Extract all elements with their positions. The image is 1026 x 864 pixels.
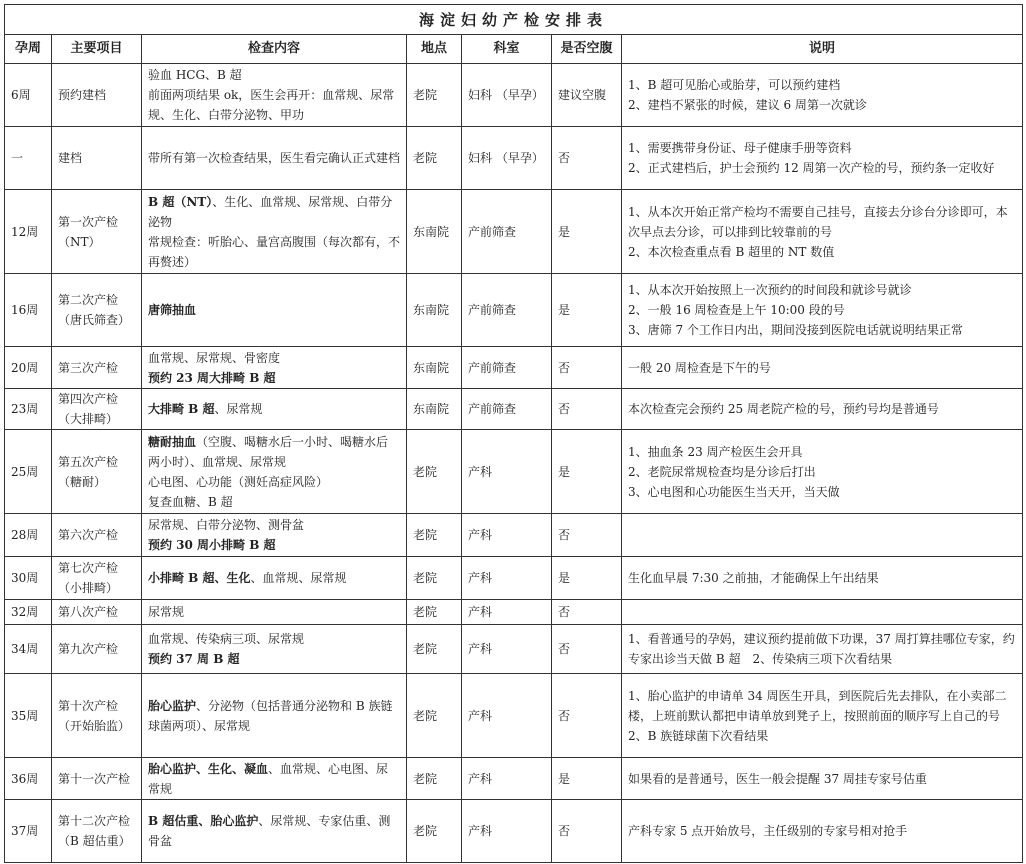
notes-cell [622,190,1023,274]
fasting-cell: 是 [552,430,622,514]
content-cell [142,600,407,625]
content-cell [142,274,407,347]
content-emphasis: 预约 30 周小排畸 B 超 [148,538,276,552]
content-line [148,602,400,622]
note-line: 本次检查完会预约 25 周老院产检的号，预约号均是普通号 [628,402,939,416]
table-row [5,557,1023,600]
notes-cell [622,127,1023,190]
content-text: 前面两项结果 ok，医生会再开：血常规、尿常规、生化、白带分泌物、甲功 [148,88,395,122]
fasting-cell: 否 [552,674,622,758]
content-line [148,515,400,535]
content-text: 、尿常规、专家估重、测骨盆 [148,814,391,848]
item-cell: 第四次产检（大排畸） [52,389,142,430]
table-row [5,600,1023,625]
header-location: 地点 [407,35,462,64]
table-row [5,347,1023,389]
week-cell: 6周 [5,64,52,127]
item-cell: 第九次产检 [52,625,142,674]
notes-cell [622,800,1023,863]
dept-cell: 产前筛查 [462,347,552,389]
week-cell: 25周 [5,430,52,514]
content-emphasis: 胎心监护、生化、凝血 [148,761,269,776]
content-emphasis: 糖耐抽血 [148,434,197,449]
content-cell [142,625,407,674]
fasting-cell: 是 [552,274,622,347]
notes-cell [622,514,1023,557]
content-line [148,432,400,472]
fasting-cell: 是 [552,190,622,274]
content-text: 血常规、传染病三项、尿常规 [148,632,305,646]
table-row [5,190,1023,274]
table-row [5,514,1023,557]
location-cell: 老院 [407,800,462,863]
dept-cell: 产科 [462,430,552,514]
content-cell [142,127,407,190]
week-cell: 20周 [5,347,52,389]
content-cell [142,514,407,557]
content-cell [142,190,407,274]
week-cell: 12周 [5,190,52,274]
location-cell: 老院 [407,430,462,514]
header-week: 孕周 [5,35,52,64]
content-text: 、生化、血常规、尿常规、白带分泌物 [148,194,393,229]
header-dept: 科室 [462,35,552,64]
content-text: 、血常规、尿常规 [250,571,347,585]
table-row [5,800,1023,863]
content-emphasis: 大排畸 B 超 [148,402,215,416]
note-line: 2、本次检查重点看 B 超里的 NT 数值 [628,244,835,259]
fasting-cell: 是 [552,557,622,600]
location-cell: 东南院 [407,389,462,430]
content-cell [142,389,407,430]
fasting-cell: 否 [552,347,622,389]
item-cell: 建档 [52,127,142,190]
header-fasting: 是否空腹 [552,35,622,64]
notes-cell [622,674,1023,758]
dept-cell: 妇科 （早孕） [462,64,552,127]
table-row [5,674,1023,758]
content-text: 心电图、心功能（测妊高症风险） [148,474,329,489]
notes-cell [622,64,1023,127]
content-text: 验血 HCG、B 超 [148,68,242,82]
note-line: 3、唐筛 7 个工作日内出，期间没接到医院电话就说明结果正常 [628,323,963,337]
item-cell: 第五次产检（糖耐） [52,430,142,514]
note-line: 2、一般 16 周检查是上午 10:00 段的号 [628,303,845,317]
content-line [148,759,400,799]
content-line [148,492,400,512]
week-cell: 23周 [5,389,52,430]
content-cell [142,430,407,514]
content-cell [142,800,407,863]
content-line [148,811,400,851]
notes-cell [622,430,1023,514]
dept-cell: 产科 [462,557,552,600]
notes-cell [622,557,1023,600]
location-cell: 东南院 [407,347,462,389]
prenatal-schedule-table [4,4,1023,863]
week-cell: 36周 [5,758,52,800]
table-row [5,758,1023,800]
location-cell: 老院 [407,127,462,190]
content-line [148,368,400,388]
content-cell [142,557,407,600]
table-title: 海淀妇幼产检安排表 [5,5,1023,35]
content-line [148,472,400,492]
fasting-cell: 建议空腹 [552,64,622,127]
header-content: 检查内容 [142,35,407,64]
content-text: 血常规、尿常规、骨密度 [148,350,281,365]
content-line [148,399,400,419]
dept-cell: 产科 [462,600,552,625]
content-emphasis: 胎心监护 [148,698,197,713]
notes-cell [622,347,1023,389]
content-line [148,629,400,649]
fasting-cell: 否 [552,800,622,863]
week-cell: 32周 [5,600,52,625]
location-cell: 老院 [407,557,462,600]
fasting-cell: 否 [552,127,622,190]
dept-cell: 产科 [462,800,552,863]
content-text: 常规检查：听胎心、量宫高腹围（每次都有，不再赘述） [148,234,401,269]
note-line: 2、老院尿常规检查均是分诊后打出 [628,464,816,479]
content-text: 复查血糖、B 超 [148,494,233,509]
fasting-cell: 是 [552,758,622,800]
note-line: 1、胎心监护的申请单 34 周医生开具，到医院后先去排队，在小卖部二楼，上班前默认都把申请单放到凳子上，按照前面的顺序写上自己的号 [628,688,1007,723]
content-text: 带所有第一次检查结果，医生看完确认正式建档 [148,151,401,165]
content-cell [142,674,407,758]
note-line: 2、正式建档后，护士会预约 12 周第一次产检的号，预约条一定收好 [628,161,995,175]
content-text: 、尿常规 [214,402,263,416]
location-cell: 老院 [407,625,462,674]
content-line [148,65,400,85]
content-line [148,192,400,232]
item-cell: 第一次产检（NT） [52,190,142,274]
item-cell: 第十一次产检 [52,758,142,800]
week-cell: 30周 [5,557,52,600]
location-cell: 东南院 [407,274,462,347]
content-line [148,300,400,320]
item-cell: 第六次产检 [52,514,142,557]
dept-cell: 产前筛查 [462,274,552,347]
content-line [148,148,400,168]
note-line: 如果看的是普通号，医生一般会提醒 37 周挂专家号估重 [628,771,927,786]
content-line [148,649,400,669]
note-line: 1、B 超可见胎心或胎芽，可以预约建档 [628,78,841,92]
content-emphasis: 小排畸 B 超、生化 [148,571,251,585]
dept-cell: 产前筛查 [462,190,552,274]
week-cell: 一 [5,127,52,190]
week-cell: 35周 [5,674,52,758]
content-text: 、血常规、心电图、尿常规 [148,761,389,796]
dept-cell: 产科 [462,514,552,557]
week-cell: 28周 [5,514,52,557]
content-text: （空腹、喝糖水后一小时、喝糖水后两小时）、血常规、尿常规 [148,434,389,469]
note-line: 1、需要携带身份证、母子健康手册等资料 [628,141,852,155]
week-cell: 37周 [5,800,52,863]
content-line [148,85,400,125]
content-text: 尿常规、白带分泌物、测骨盆 [148,518,305,532]
table-row [5,625,1023,674]
header-notes: 说明 [622,35,1023,64]
content-line [148,696,400,736]
location-cell: 老院 [407,674,462,758]
fasting-cell: 否 [552,514,622,557]
content-line [148,535,400,555]
dept-cell: 产科 [462,625,552,674]
note-line: 产科专家 5 点开始放号，主任级别的专家号相对抢手 [628,824,908,838]
item-cell: 第十二次产检（B 超估重） [52,800,142,863]
content-cell [142,758,407,800]
item-cell: 第三次产检 [52,347,142,389]
table-row [5,64,1023,127]
content-cell [142,64,407,127]
notes-cell [622,625,1023,674]
header-item: 主要项目 [52,35,142,64]
note-line: 2、建档不紧张的时候，建议 6 周第一次就诊 [628,98,867,112]
content-cell [142,347,407,389]
content-emphasis: B 超估重、胎心监护 [148,814,259,828]
dept-cell: 产前筛查 [462,389,552,430]
note-line: 1、看普通号的孕妈，建议预约提前做下功课，37 周打算挂哪位专家，约专家出诊当天做 B 超 2、传染病三项下次看结果 [628,632,1015,666]
notes-cell [622,758,1023,800]
dept-cell: 产科 [462,674,552,758]
content-line [148,348,400,368]
content-text: 尿常规 [148,605,185,619]
note-line: 生化血早晨 7:30 之前抽，才能确保上午出结果 [628,571,879,585]
notes-cell [622,389,1023,430]
note-line: 1、从本次开始按照上一次预约的时间段和就诊号就诊 [628,283,912,297]
content-emphasis: 唐筛抽血 [148,303,197,317]
content-emphasis: B 超（NT） [148,194,213,209]
table-row [5,127,1023,190]
item-cell: 第八次产检 [52,600,142,625]
table-row [5,430,1023,514]
dept-cell: 产科 [462,758,552,800]
item-cell: 第二次产检（唐氏筛查） [52,274,142,347]
fasting-cell: 否 [552,625,622,674]
location-cell: 老院 [407,758,462,800]
note-line: 一般 20 周检查是下午的号 [628,360,771,375]
week-cell: 16周 [5,274,52,347]
fasting-cell: 否 [552,389,622,430]
location-cell: 老院 [407,64,462,127]
content-line [148,232,400,272]
week-cell: 34周 [5,625,52,674]
dept-cell: 妇科 （早孕） [462,127,552,190]
location-cell: 老院 [407,600,462,625]
notes-cell [622,274,1023,347]
fasting-cell: 否 [552,600,622,625]
note-line: 1、抽血条 23 周产检医生会开具 [628,444,803,459]
location-cell: 东南院 [407,190,462,274]
table-row [5,389,1023,430]
content-emphasis: 预约 23 周大排畸 B 超 [148,370,276,385]
notes-cell [622,600,1023,625]
content-text: 、分泌物（包括普通分泌物和 B 族链球菌两项）、尿常规 [148,698,393,733]
content-line [148,568,400,588]
content-emphasis: 预约 37 周 B 超 [148,652,240,666]
note-line: 3、心电图和心功能医生当天开，当天做 [628,484,840,499]
note-line: 1、从本次开始正常产检均不需要自己挂号，直接去分诊台分诊即可，本次早点去分诊，可以排到比较靠前的号 [628,204,1008,239]
table-row [5,274,1023,347]
note-line: 2、B 族链球菌下次看结果 [628,728,769,743]
location-cell: 老院 [407,514,462,557]
item-cell: 第七次产检（小排畸） [52,557,142,600]
item-cell: 第十次产检（开始胎监） [52,674,142,758]
item-cell: 预约建档 [52,64,142,127]
